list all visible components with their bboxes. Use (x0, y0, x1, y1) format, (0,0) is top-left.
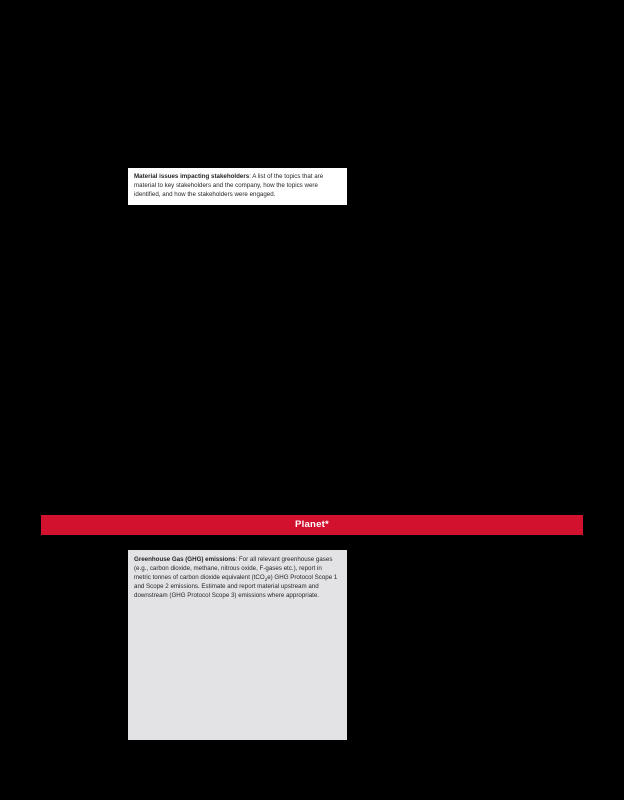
ghg-emissions-term: Greenhouse Gas (GHG) emissions (134, 556, 236, 563)
section-banner-title: Planet* (295, 519, 329, 531)
section-banner-planet (41, 515, 583, 535)
ghg-emissions-definition-part2: e) GHG Protocol Scope 1 and Scope 2 emissions. Estimate and report material upstream and downstream (GHG Protocol Scope 3) emissions where appropriate. (134, 573, 338, 599)
material-issues-term: Material issues impacting stakeholders (134, 173, 250, 180)
material-issues-definition: : A list of the topics that are material to key stakeholders and the company, how the topics were identified, and how the stakeholders were engaged. (134, 173, 324, 198)
ghg-emissions-definition-part1: : For all relevant greenhouse gases (e.g., carbon dioxide, methane, nitrous oxide, F-gases etc.), report in metric tonnes of carbon dioxide equivalent (tCO (134, 556, 333, 581)
ghg-emissions-text (134, 556, 340, 601)
material-issues-callout (128, 168, 347, 205)
ghg-emissions-subscript: 2 (264, 577, 268, 583)
ghg-emissions-callout (128, 550, 347, 740)
material-issues-text (134, 173, 341, 199)
